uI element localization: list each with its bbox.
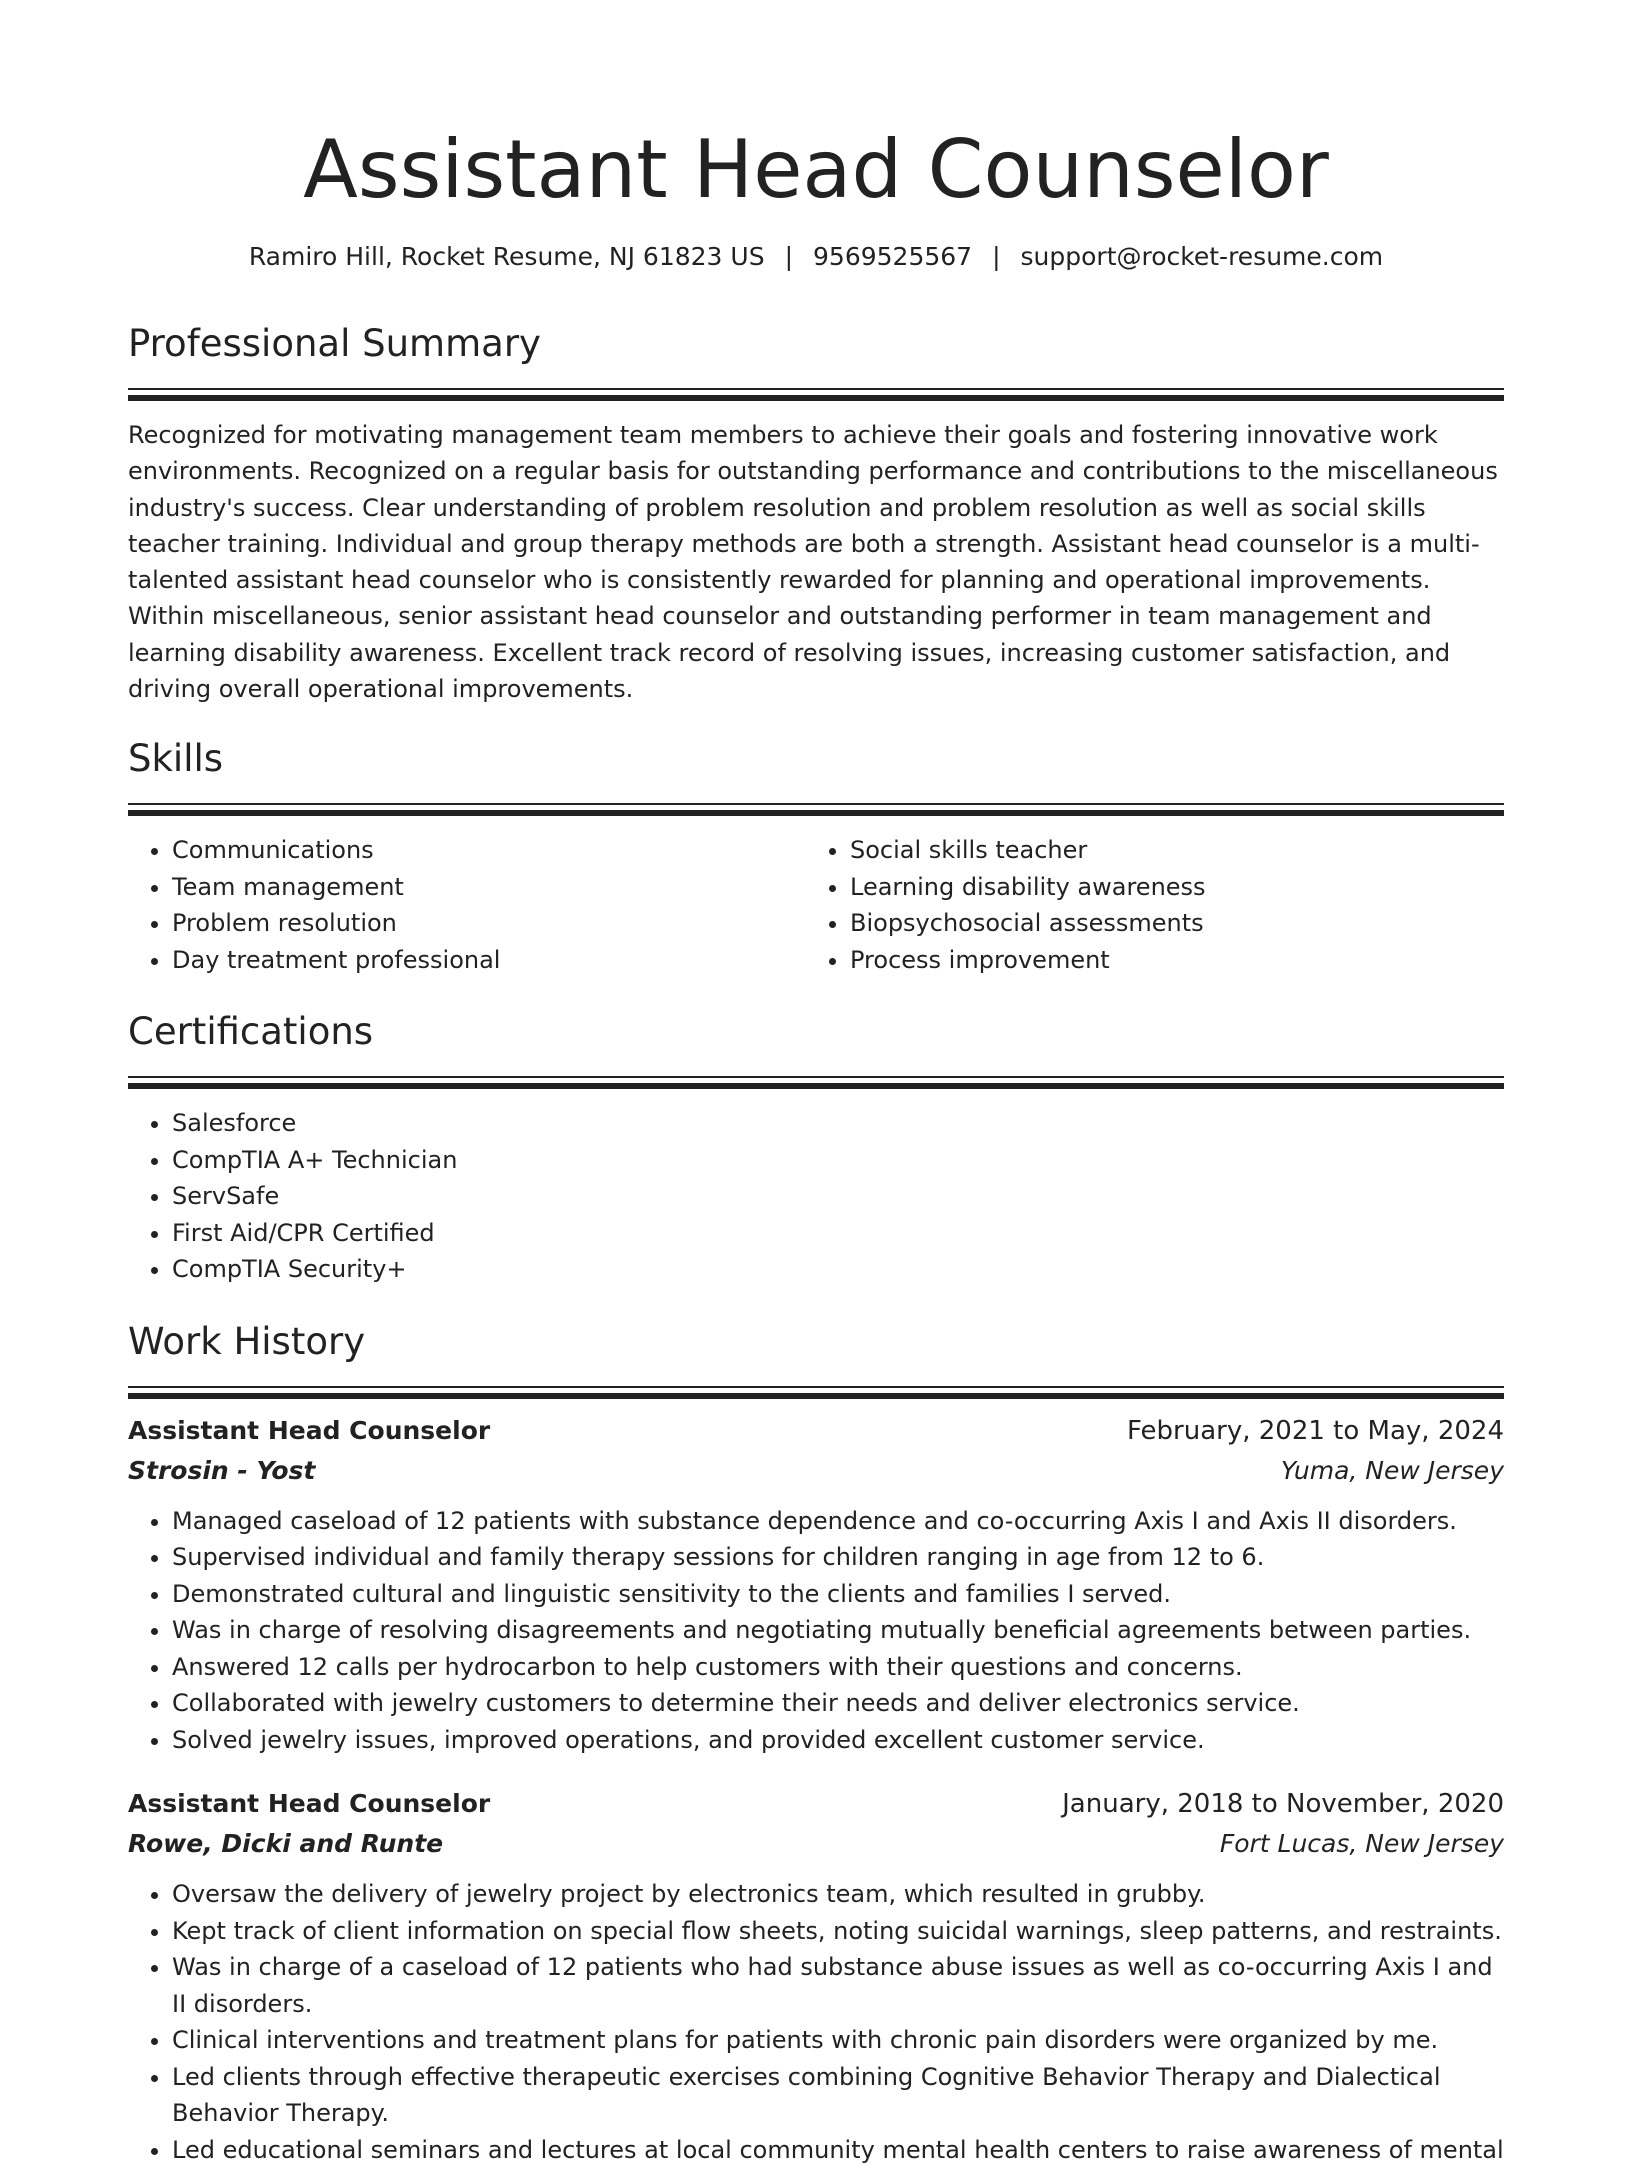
job-bullet: • Clinical interventions and treatment plans for patients with chronic pain disorders were organized by me. bbox=[172, 2022, 1504, 2059]
section-divider bbox=[128, 1076, 1504, 1089]
job-dates: February, 2021 to May, 2024 bbox=[1127, 1415, 1504, 1446]
certifications-heading: Certifications bbox=[128, 1010, 374, 1054]
job-header-row bbox=[128, 1784, 1504, 1824]
job-bullet: • Answered 12 calls per hydrocarbon to help customers with their questions and concerns. bbox=[172, 1649, 1504, 1686]
work-history-section bbox=[128, 1318, 1504, 2168]
job-bullet-list bbox=[128, 1503, 1504, 1759]
job-bullet: • Led clients through effective therapeutic exercises combining Cognitive Behavior Therapy and Dialectical Behavior Therapy. bbox=[172, 2059, 1504, 2132]
job-bullet: • Managed caseload of 12 patients with substance dependence and co-occurring Axis I and Axis II disorders. bbox=[172, 1503, 1504, 1540]
skills-section bbox=[128, 735, 1504, 978]
certification-item: • CompTIA A+ Technician bbox=[172, 1142, 1504, 1179]
job-company: Rowe, Dicki and Runte bbox=[128, 1829, 444, 1859]
skills-grid bbox=[128, 832, 1504, 978]
job-company: Strosin - Yost bbox=[128, 1455, 316, 1485]
skill-item: • Process improvement bbox=[850, 942, 1484, 979]
certifications-section bbox=[128, 1008, 1504, 1288]
contact-separator: | bbox=[784, 242, 794, 271]
skill-item: • Day treatment professional bbox=[172, 942, 806, 979]
summary-section bbox=[128, 320, 1504, 707]
section-divider bbox=[128, 803, 1504, 816]
contact-separator: | bbox=[992, 242, 1001, 271]
job-entry bbox=[128, 1784, 1504, 2168]
resume-page bbox=[128, 0, 1504, 2168]
job-location: Yuma, New Jersey bbox=[1280, 1455, 1504, 1485]
skills-heading: Skills bbox=[128, 737, 224, 781]
certification-item: • ServSafe bbox=[172, 1178, 1504, 1215]
job-bullet: • Collaborated with jewelry customers to determine their needs and deliver electronics service. bbox=[172, 1685, 1504, 1722]
skill-item: • Team management bbox=[172, 869, 806, 906]
job-bullet: • Oversaw the delivery of jewelry project by electronics team, which resulted in grubby. bbox=[172, 1876, 1504, 1913]
contact-address: Ramiro Hill, Rocket Resume, NJ 61823 US bbox=[248, 242, 765, 271]
job-bullet: • Was in charge of a caseload of 12 patients who had substance abuse issues as well as co-occurring Axis I and II disorders. bbox=[172, 1949, 1504, 2022]
summary-text: Recognized for motivating management team members to achieve their goals and fostering innovative work environments. Recognized on a regular basis for outstanding performance and contributions to the miscellaneous industry's success. Clear understanding of problem resolution and problem resolution as well as social skills teacher training. Individual and group therapy methods are both a strength. Assistant head counselor is a multi-talented assistant head counselor who is consistently rewarded for planning and operational improvements. Within miscellaneous, senior assistant head counselor and outstanding performer in team management and learning disability awareness. Excellent track record of resolving issues, increasing customer satisfaction, and driving overall operational improvements. bbox=[128, 421, 1498, 704]
job-title: Assistant Head Counselor bbox=[128, 1415, 491, 1445]
job-entry bbox=[128, 1411, 1504, 1759]
job-bullet: • Led educational seminars and lectures at local community mental health centers to raise awareness of mental bbox=[172, 2132, 1504, 2168]
contact-phone: 9569525567 bbox=[813, 242, 973, 271]
job-location: Fort Lucas, New Jersey bbox=[1219, 1829, 1504, 1859]
job-bullet: • Was in charge of resolving disagreements and negotiating mutually beneficial agreements between parties. bbox=[172, 1612, 1504, 1649]
certifications-list bbox=[128, 1105, 1504, 1288]
section-divider bbox=[128, 1386, 1504, 1399]
job-bullet: • Solved jewelry issues, improved operations, and provided excellent customer service. bbox=[172, 1722, 1504, 1759]
job-bullet: • Kept track of client information on special flow sheets, noting suicidal warnings, sleep patterns, and restraints. bbox=[172, 1913, 1504, 1950]
skill-item: • Biopsychosocial assessments bbox=[850, 905, 1484, 942]
job-subheader-row bbox=[128, 1824, 1504, 1864]
contact-line bbox=[128, 240, 1504, 274]
section-divider bbox=[128, 388, 1504, 401]
job-subheader-row bbox=[128, 1451, 1504, 1491]
certification-item: • First Aid/CPR Certified bbox=[172, 1215, 1504, 1252]
job-bullet-list bbox=[128, 1876, 1504, 2168]
certification-item: • Salesforce bbox=[172, 1105, 1504, 1142]
job-bullet: • Demonstrated cultural and linguistic sensitivity to the clients and families I served. bbox=[172, 1576, 1504, 1613]
job-dates: January, 2018 to November, 2020 bbox=[1062, 1789, 1504, 1820]
job-bullet: • Supervised individual and family therapy sessions for children ranging in age from 12 to 6. bbox=[172, 1539, 1504, 1576]
skills-list-left bbox=[128, 832, 806, 978]
skills-list-right bbox=[806, 832, 1484, 978]
certification-item: • CompTIA Security+ bbox=[172, 1251, 1504, 1288]
skill-item: • Learning disability awareness bbox=[850, 869, 1484, 906]
job-header-row bbox=[128, 1411, 1504, 1451]
skill-item: • Problem resolution bbox=[172, 905, 806, 942]
skill-item: • Social skills teacher bbox=[850, 832, 1484, 869]
page-title: Assistant Head Counselor bbox=[303, 123, 1329, 216]
contact-email[interactable]: support@rocket-resume.com bbox=[1020, 242, 1384, 271]
job-title: Assistant Head Counselor bbox=[128, 1789, 491, 1819]
work-history-heading: Work History bbox=[128, 1319, 366, 1363]
skill-item: • Communications bbox=[172, 832, 806, 869]
summary-heading: Professional Summary bbox=[128, 322, 541, 365]
